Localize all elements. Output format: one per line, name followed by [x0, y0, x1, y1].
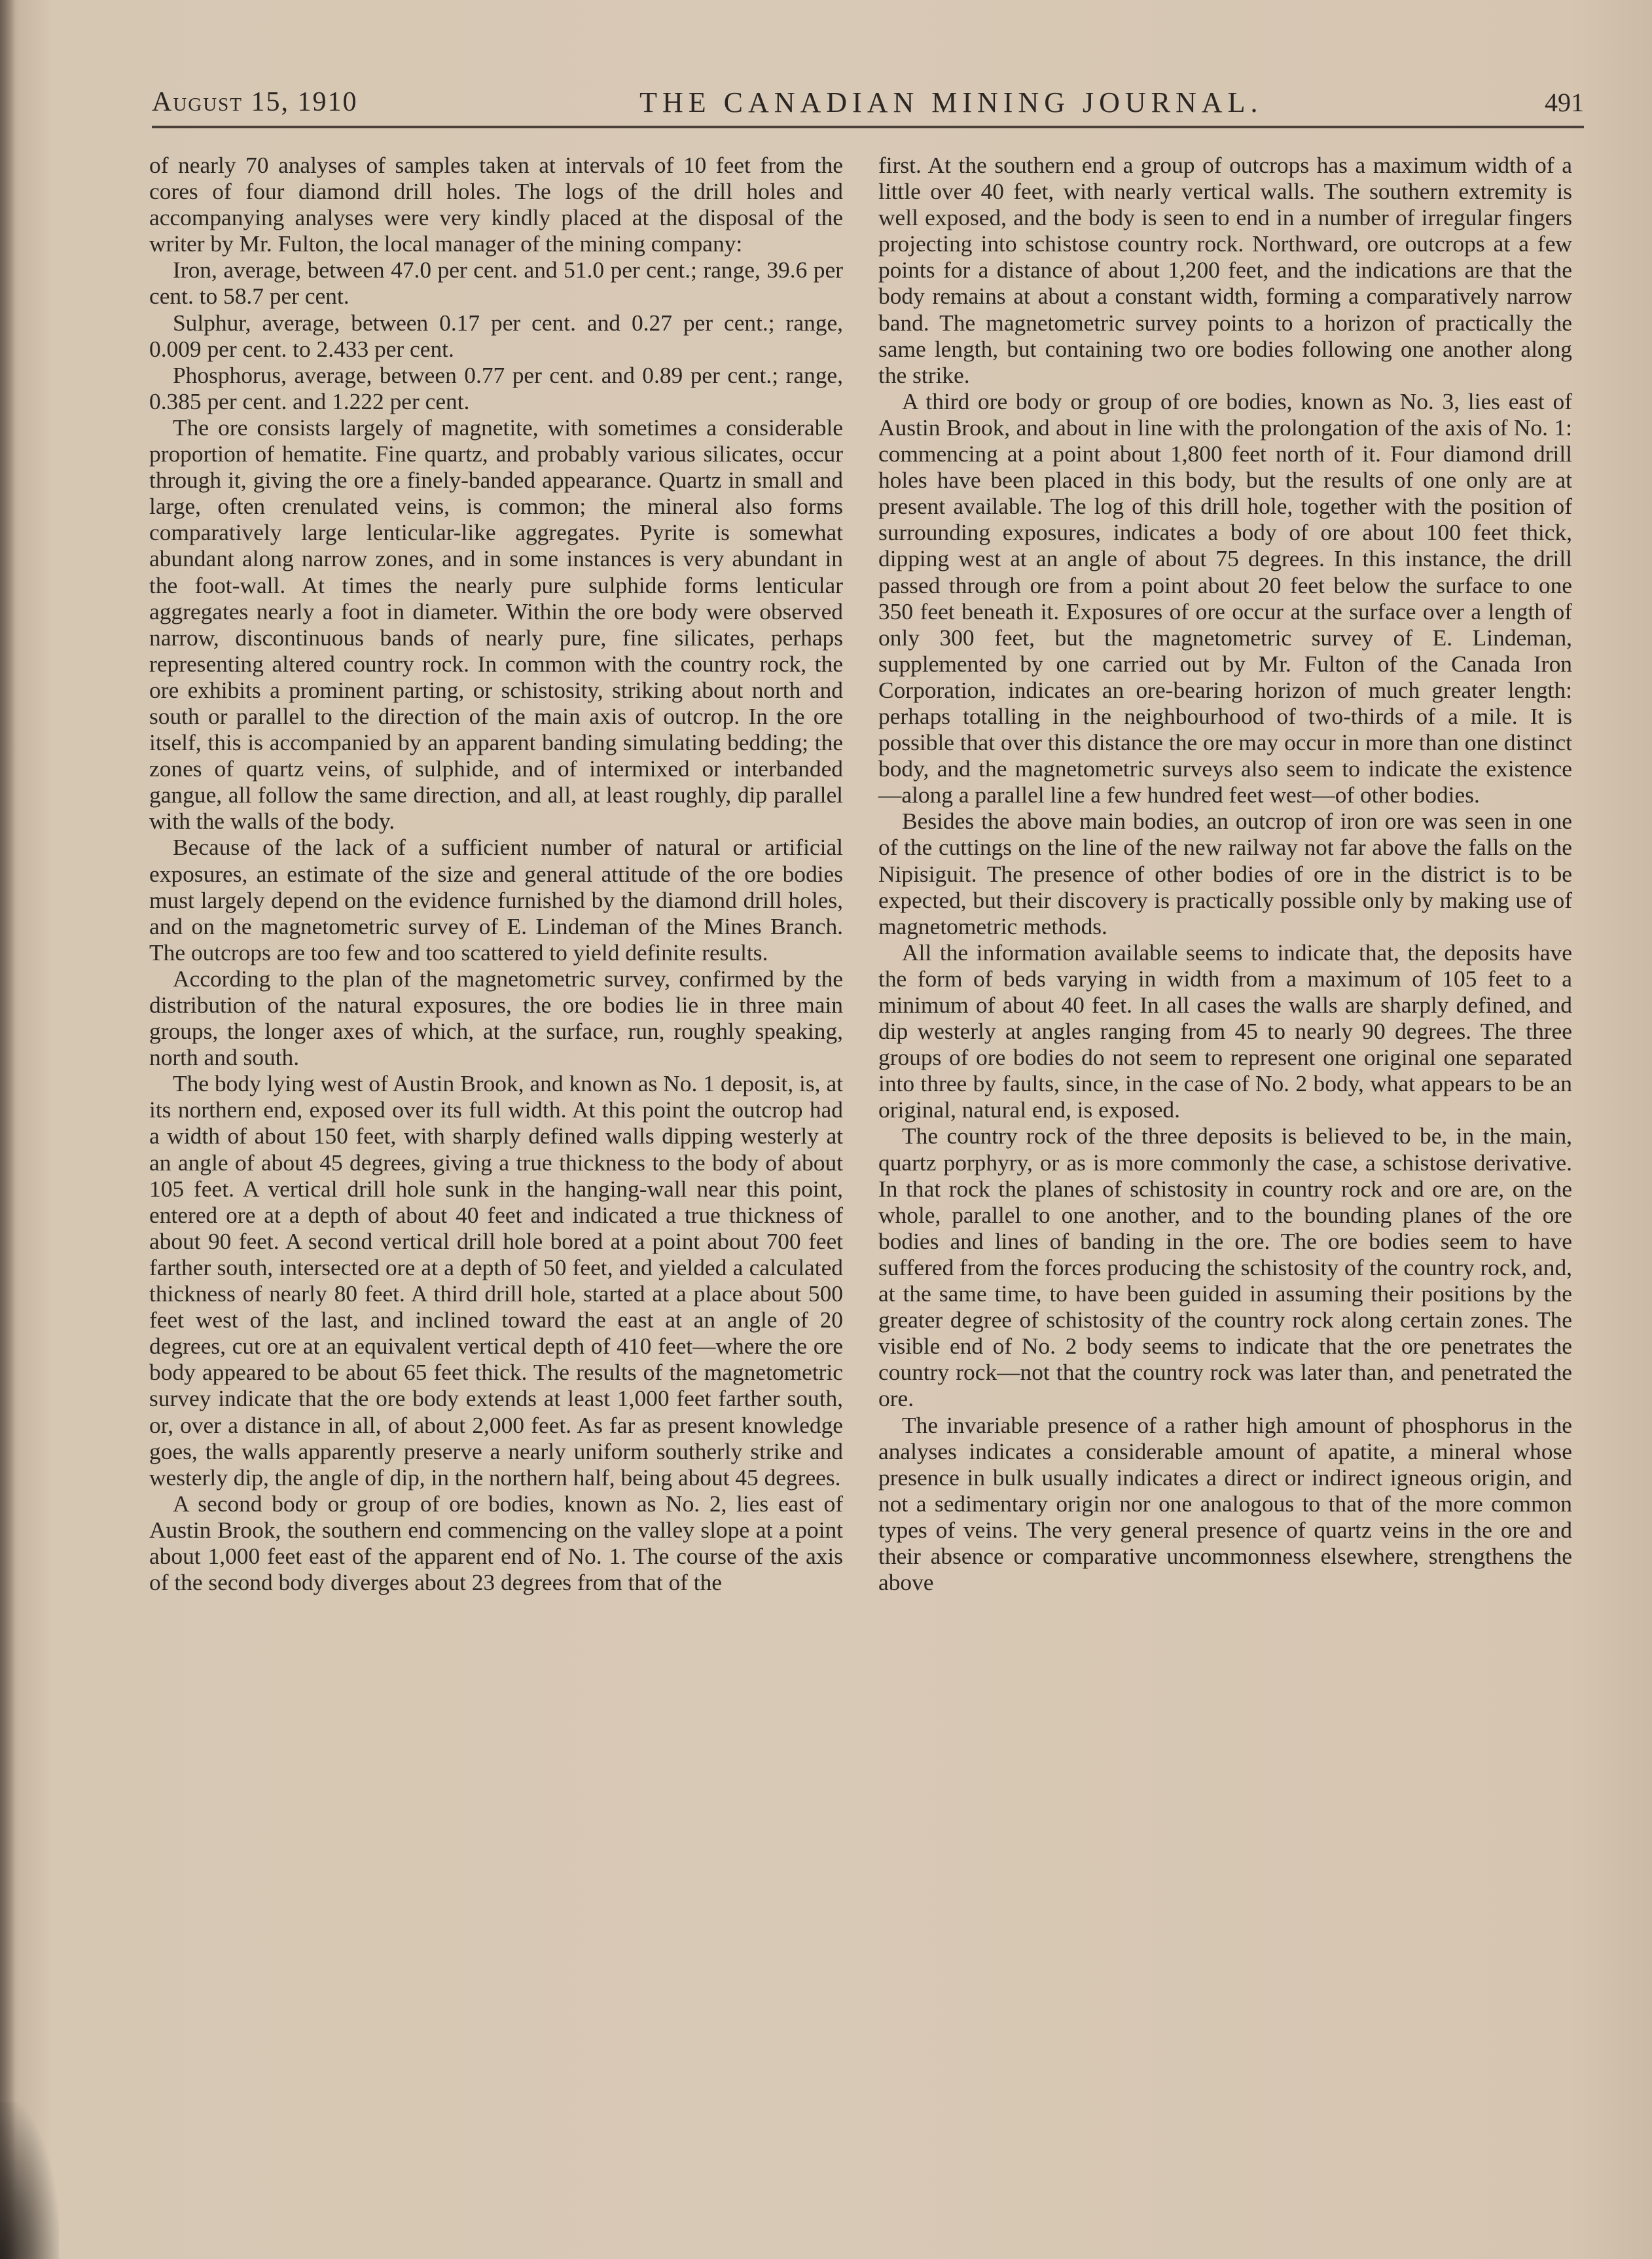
paragraph: Because of the lack of a sufficient number of natural or artificial exposures, an estimate of the size and general attitude of the ore bodies must largely depend on the evidence furnished by the diamond drill holes, and on the magnetometric survey of E. Lindeman of the Mines Branch. The outcrops are too few and too scattered to yield definite results.	[149, 834, 843, 966]
paragraph: A second body or group of ore bodies, known as No. 2, lies east of Austin Brook, the southern end commencing on the valley slope at a point about 1,000 feet east of the apparent end of No. 1. The course of the axis of the second body diverges about 23 degrees from that of the	[149, 1490, 843, 1596]
paragraph: A third ore body or group of ore bodies, known as No. 3, lies east of Austin Brook, and about in line with the prolongation of the axis of No. 1: commencing at a point about 1,800 feet north of it. Four diamond drill holes have been placed in this body, but the results of one only are at present available. The log of this drill hole, together with the position of surrounding exposures, indicates a body of ore about 100 feet thick, dipping west at an angle of about 75 degrees. In this instance, the drill passed through ore from a point about 20 feet below the surface to one 350 feet beneath it. Exposures of ore occur at the surface over a length of only 300 feet, but the magnetometric survey of E. Lindeman, supplemented by one carried out by Mr. Fulton of the Canada Iron Corporation, indicates an ore-bearing horizon of much greater length: perhaps totalling in the neighbourhood of two-thirds of a mile. It is possible that over this distance the ore may occur in more than one distinct body, and the magnetometric surveys also seem to indicate the existence—along a parallel line a few hundred feet west—of other bodies.	[878, 388, 1572, 808]
paragraph: The country rock of the three deposits is believed to be, in the main, quartz porphyry, or as is more commonly the case, a schistose derivative. In that rock the planes of schistosity in country rock and ore are, on the whole, parallel to one another, and to the bounding planes of the ore bodies and lines of banding in the ore. The ore bodies seem to have suffered from the forces producing the schistosity of the country rock, and, at the same time, to have been guided in assuming their positions by the greater degree of schistosity of the country rock along certain zones. The visible end of No. 2 body seems to indicate that the ore penetrates the country rock—not that the country rock was later than, and penetrated the ore.	[878, 1123, 1572, 1412]
paragraph: The invariable presence of a rather high amount of phosphorus in the analyses indicates a considerable amount of apatite, a mineral whose presence in bulk usually indicates a direct or indirect igneous origin, and not a sedimentary origin nor one analogous to that of the more common types of veins. The very general presence of quartz veins in the ore and their absence or comparative uncommonness elsewhere, strengthens the above	[878, 1411, 1572, 1596]
page-number: 491	[1545, 87, 1584, 117]
sulphur-analysis: Sulphur, average, between 0.17 per cent. and 0.27 per cent.; range, 0.009 per cent. to 2.433 per cent.	[149, 309, 843, 362]
running-header	[152, 79, 1584, 128]
issue-date: August 15, 1910	[152, 87, 358, 117]
iron-analysis: Iron, average, between 47.0 per cent. and 51.0 per cent.; range, 39.6 per cent. to 58.7 per cent.	[149, 257, 843, 310]
corner-shadow	[0, 2102, 59, 2259]
right-column	[878, 152, 1572, 1595]
journal-title: THE CANADIAN MINING JOURNAL.	[639, 86, 1263, 118]
paragraph: The body lying west of Austin Brook, and known as No. 1 deposit, is, at its northern end, exposed over its full width. At this point the outcrop had a width of about 150 feet, with sharply defined walls dipping westerly at an angle of about 45 degrees, giving a true thickness to the body of about 105 feet. A vertical drill hole sunk in the hanging-wall near this point, entered ore at a depth of about 40 feet and indicated a true thickness of about 90 feet. A second vertical drill hole bored at a point about 700 feet farther south, intersected ore at a depth of 50 feet, and yielded a calculated thickness of nearly 80 feet. A third drill hole, started at a place about 500 feet west of the last, and inclined toward the east at an angle of 20 degrees, cut ore at an equivalent vertical depth of 410 feet—where the ore body appeared to be about 65 feet thick. The results of the magnetometric survey indicate that the ore body extends at least 1,000 feet farther south, or, over a distance in all, of about 2,000 feet. As far as present knowledge goes, the walls apparently preserve a nearly uniform southerly strike and westerly dip, the angle of dip, in the northern half, being about 45 degrees.	[149, 1070, 843, 1491]
paragraph: of nearly 70 analyses of samples taken at intervals of 10 feet from the cores of four diamond drill holes. The logs of the drill holes and accompanying analyses were very kindly placed at the disposal of the writer by Mr. Fulton, the local manager of the mining company:	[149, 152, 843, 257]
paragraph: Besides the above main bodies, an outcrop of iron ore was seen in one of the cuttings on the line of the new railway not far above the falls on the Nipisiguit. The presence of other bodies of ore in the district is to be expected, but their discovery is practically possible only by making use of magnetometric methods.	[878, 808, 1572, 939]
paragraph: All the information available seems to indicate that, the deposits have the form of beds varying in width from a maximum of 105 feet to a minimum of about 40 feet. In all cases the walls are sharply defined, and dip westerly at angles ranging from 45 to nearly 90 degrees. The three groups of ore bodies do not seem to represent one original one separated into three by faults, since, in the case of No. 2 body, what appears to be an original, natural end, is exposed.	[878, 939, 1572, 1123]
phosphorus-analysis: Phosphorus, average, between 0.77 per cent. and 0.89 per cent.; range, 0.385 per cent. and 1.222 per cent.	[149, 361, 843, 414]
paragraph: first. At the southern end a group of outcrops has a maximum width of a little over 40 feet, with nearly vertical walls. The southern extremity is well exposed, and the body is seen to end in a number of irregular fingers projecting into schistose country rock. Northward, ore outcrops at a few points for a distance of about 1,200 feet, and the indications are that the body remains at about a constant width, forming a comparatively narrow band. The magnetometric survey points to a horizon of practically the same length, but containing two ore bodies following one another along the strike.	[878, 152, 1572, 388]
paragraph: The ore consists largely of magnetite, with sometimes a considerable proportion of hematite. Fine quartz, and probably various silicates, occur through it, giving the ore a finely-banded appearance. Quartz in small and large, often crenulated veins, is common; the mineral also forms comparatively large lenticular-like aggregates. Pyrite is somewhat abundant along narrow zones, and in some instances is very abundant in the foot-wall. At times the nearly pure sulphide forms lenticular aggregates nearly a foot in diameter. Within the ore body were observed narrow, discontinuous bands of nearly pure, fine silicates, perhaps representing altered country rock. In common with the country rock, the ore exhibits a prominent parting, or schistosity, striking about north and south or parallel to the direction of the main axis of outcrop. In the ore itself, this is accompanied by an apparent banding simulating bedding; the zones of quartz veins, of sulphide, and of intermixed or interbanded gangue, all follow the same direction, and all, at least roughly, dip parallel with the walls of the body.	[149, 414, 843, 835]
paragraph: According to the plan of the magnetometric survey, confirmed by the distribution of the natural exposures, the ore bodies lie in three main groups, the longer axes of which, at the surface, run, roughly speaking, north and south.	[149, 965, 843, 1071]
binding-shadow	[0, 0, 16, 2259]
left-column	[149, 152, 843, 1595]
